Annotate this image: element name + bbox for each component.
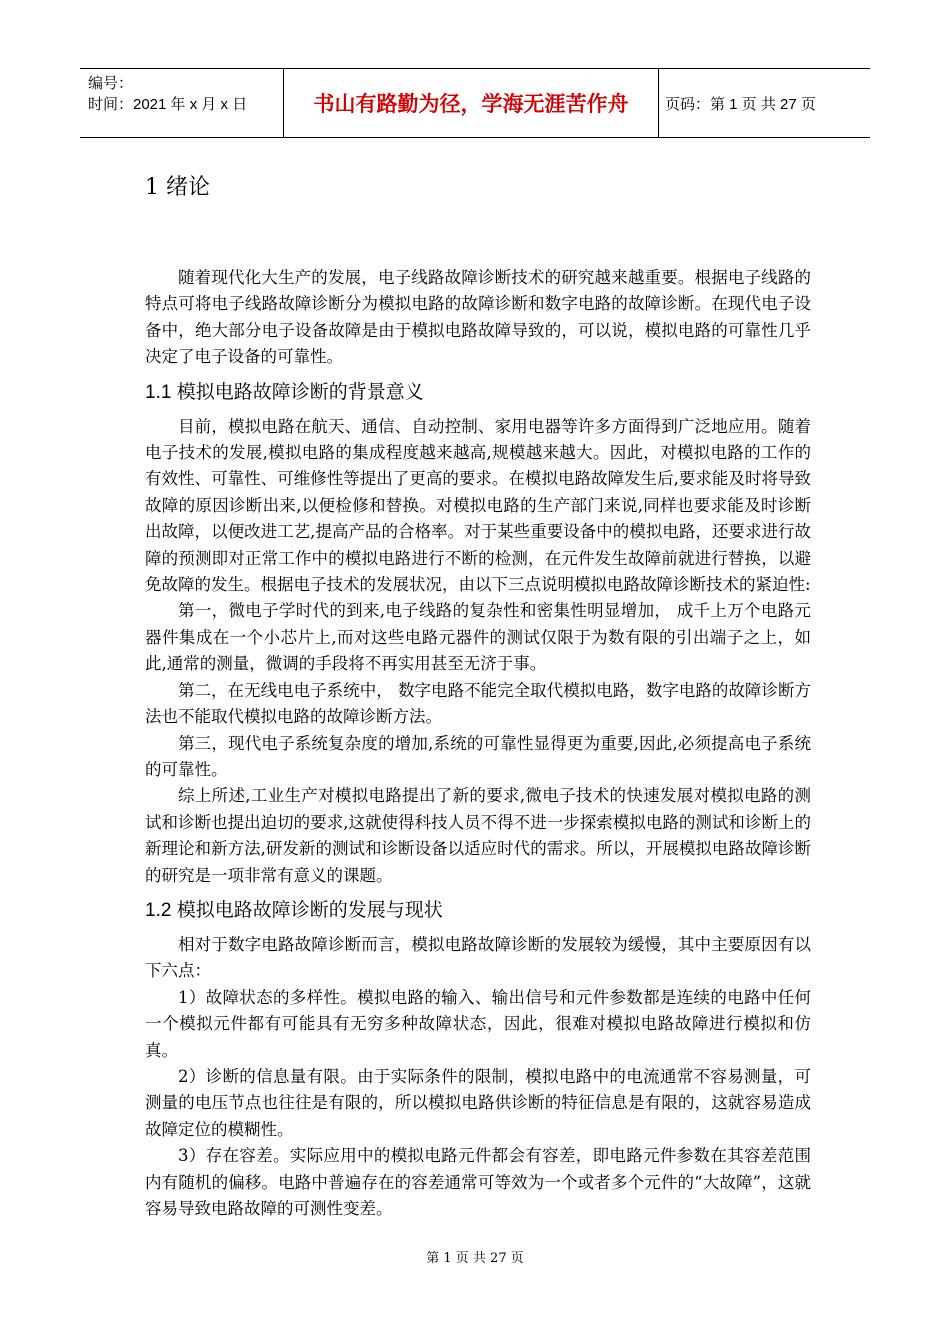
section-1-1-paragraph: 第二，在无线电电子系统中， 数字电路不能完全取代模拟电路，数字电路的故障诊断方法也不能取代模拟电路的故障诊断方法。 (145, 680, 811, 727)
page-footer: 第 1 页 共 27 页 (426, 1251, 524, 1266)
section-1-2-paragraph: 3）存在容差。实际应用中的模拟电路元件都会有容差，即电路元件参数在其容差范围内有随机的偏移。电路中普遍存在的容差通常可等效为一个或者多个元件的“大故障”，这就容易导致电路故障的可测性变差。 (145, 1146, 811, 1218)
section-1-1-paragraph: 综上所述,工业生产对模拟电路提出了新的要求,微电子技术的快速发展对模拟电路的测试和诊断也提出迫切的要求,这就使得科技人员不得不进一步探索模拟电路的测试和诊断上的新理论和新方法,研发新的测试和诊断设备以适应时代的需求。所以，开展模拟电路故障诊断的研究是一项非常有意义的课题。 (145, 786, 811, 885)
header-motto: 书山有路勤为径，学海无涯苦作舟 (283, 69, 659, 137)
header-left-cell (80, 69, 280, 137)
section-1-2-title: 1.2 模拟电路故障诊断的发展与现状 (145, 899, 443, 921)
header-page-info: 页码：第 1 页 共 27 页 (665, 95, 816, 113)
chapter-title: 1 绪论 (145, 175, 210, 200)
section-1-1-paragraph: 第一，微电子学时代的到来,电子线路的复杂性和密集性明显增加， 成千上万个电路元器件集成在一个小芯片上,而对这些电路元器件的测试仅限于为数有限的引出端子之上，如此,通常的测量，微调的手段将不再实用甚至无济于事。 (145, 601, 811, 674)
section-1-2-paragraph: 1）故障状态的多样性。模拟电路的输入、输出信号和元件参数都是连续的电路中任何一个模拟元件都有可能具有无穷多种故障状态，因此，很难对模拟电路故障进行模拟和仿真。 (145, 987, 811, 1060)
document-date: 时间：2021 年 x 月 x 日 (88, 96, 248, 113)
page-header (80, 68, 870, 138)
document-number-label: 编号： (88, 75, 134, 92)
section-1-1-paragraph: 第三，现代电子系统复杂度的增加,系统的可靠性显得更为重要,因此,必须提高电子系统的可靠性。 (145, 733, 811, 779)
document-body (145, 140, 811, 1222)
intro-paragraph: 随着现代化大生产的发展，电子线路故障诊断技术的研究越来越重要。根据电子线路的特点可将电子线路故障诊断分为模拟电路的故障诊断和数字电路的故障诊断。在现代电子设备中，绝大部分电子设备故障是由于模拟电路故障导致的，可以说，模拟电路的可靠性几乎决定了电子设备的可靠性。 (145, 268, 811, 367)
section-1-1-title: 1.1 模拟电路故障诊断的背景意义 (145, 381, 424, 403)
section-1-2-paragraph: 2）诊断的信息量有限。由于实际条件的限制，模拟电路中的电流通常不容易测量，可测量的电压节点也往往是有限的，所以模拟电路供诊断的特征信息是有限的，这就容易造成故障定位的模糊性。 (145, 1066, 811, 1139)
section-1-1-paragraph: 目前，模拟电路在航天、通信、自动控制、家用电器等许多方面得到广泛地应用。随着电子技术的发展,模拟电路的集成程度越来越高,规模越来越大。因此，对模拟电路的工作的有效性、可靠性、可维修性等提出了更高的要求。在模拟电路故障发生后,要求能及时将导致故障的原因诊断出来,以便检修和替换。对模拟电路的生产部门来说,同样也要求能及时诊断出故障，以便改进工艺,提高产品的合格率。对于某些重要设备中的模拟电路，还要求进行故障的预测即对正常工作中的模拟电路进行不断的检测，在元件发生故障前就进行替换，以避免故障的发生。根据电子技术的发展状况，由以下三点说明模拟电路故障诊断技术的紧迫性: (145, 416, 811, 595)
section-1-2-paragraph: 相对于数字电路故障诊断而言，模拟电路故障诊断的发展较为缓慢，其中主要原因有以下六点： (145, 934, 811, 981)
